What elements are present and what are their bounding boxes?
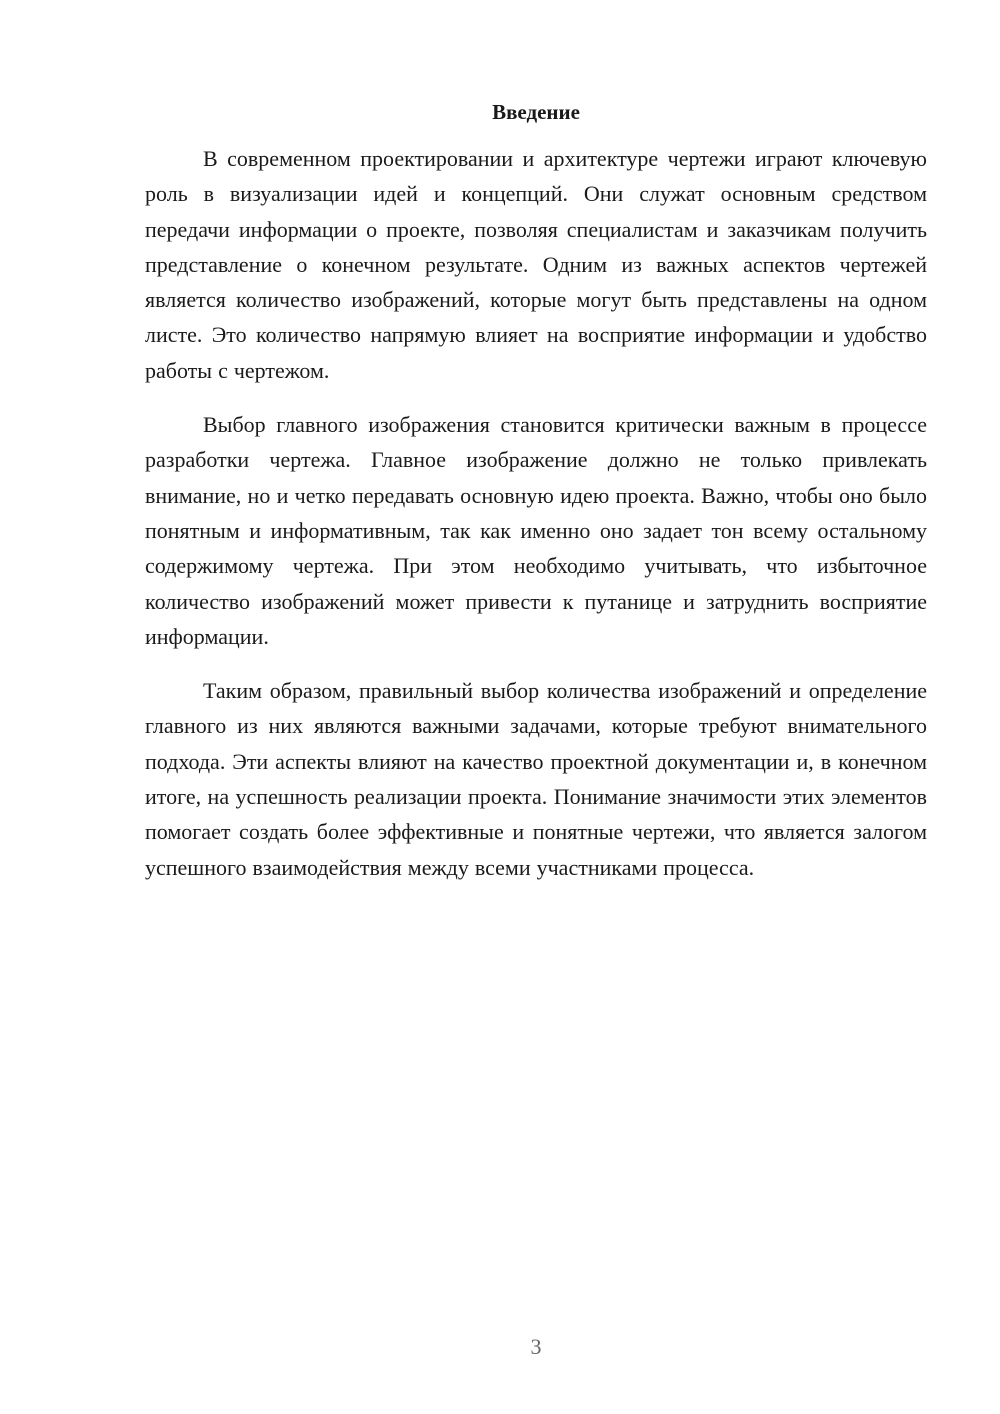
paragraph-3: Таким образом, правильный выбор количества изображений и определение главного из них являются важными задачами, которые требуют внимательного подхода. Эти аспекты влияют на качество проектной документации и, в конечном итоге, на успешность реализации проекта. Понимание значимости этих элементов помогает создать более эффективные и понятные чертежи, что является залогом успешного взаимодействия между всеми участниками процесса. [145, 678, 927, 880]
page-number: 3 [530, 1334, 542, 1359]
paragraph-1: В современном проектировании и архитектуре чертежи играют ключевую роль в визуализации идей и концепций. Они служат основным средством передачи информации о проекте, позволяя специалистам и заказчикам получить представление о конечном результате. Одним из важных аспектов чертежей является количество изображений, которые могут быть представлены на одном листе. Это количество напрямую влияет на восприятие информации и удобство работы с чертежом. [145, 146, 927, 383]
body-text [145, 141, 927, 904]
section-heading: Введение [492, 100, 580, 124]
paragraph-2: Выбор главного изображения становится критически важным в процессе разработки чертежа. Главное изображение должно не только привлекать внимание, но и четко передавать основную идею проекта. Важно, чтобы оно было понятным и информативным, так как именно оно задает тон всему остальному содержимому чертежа. При этом необходимо учитывать, что избыточное количество изображений может привести к путанице и затруднить восприятие информации. [145, 412, 927, 649]
